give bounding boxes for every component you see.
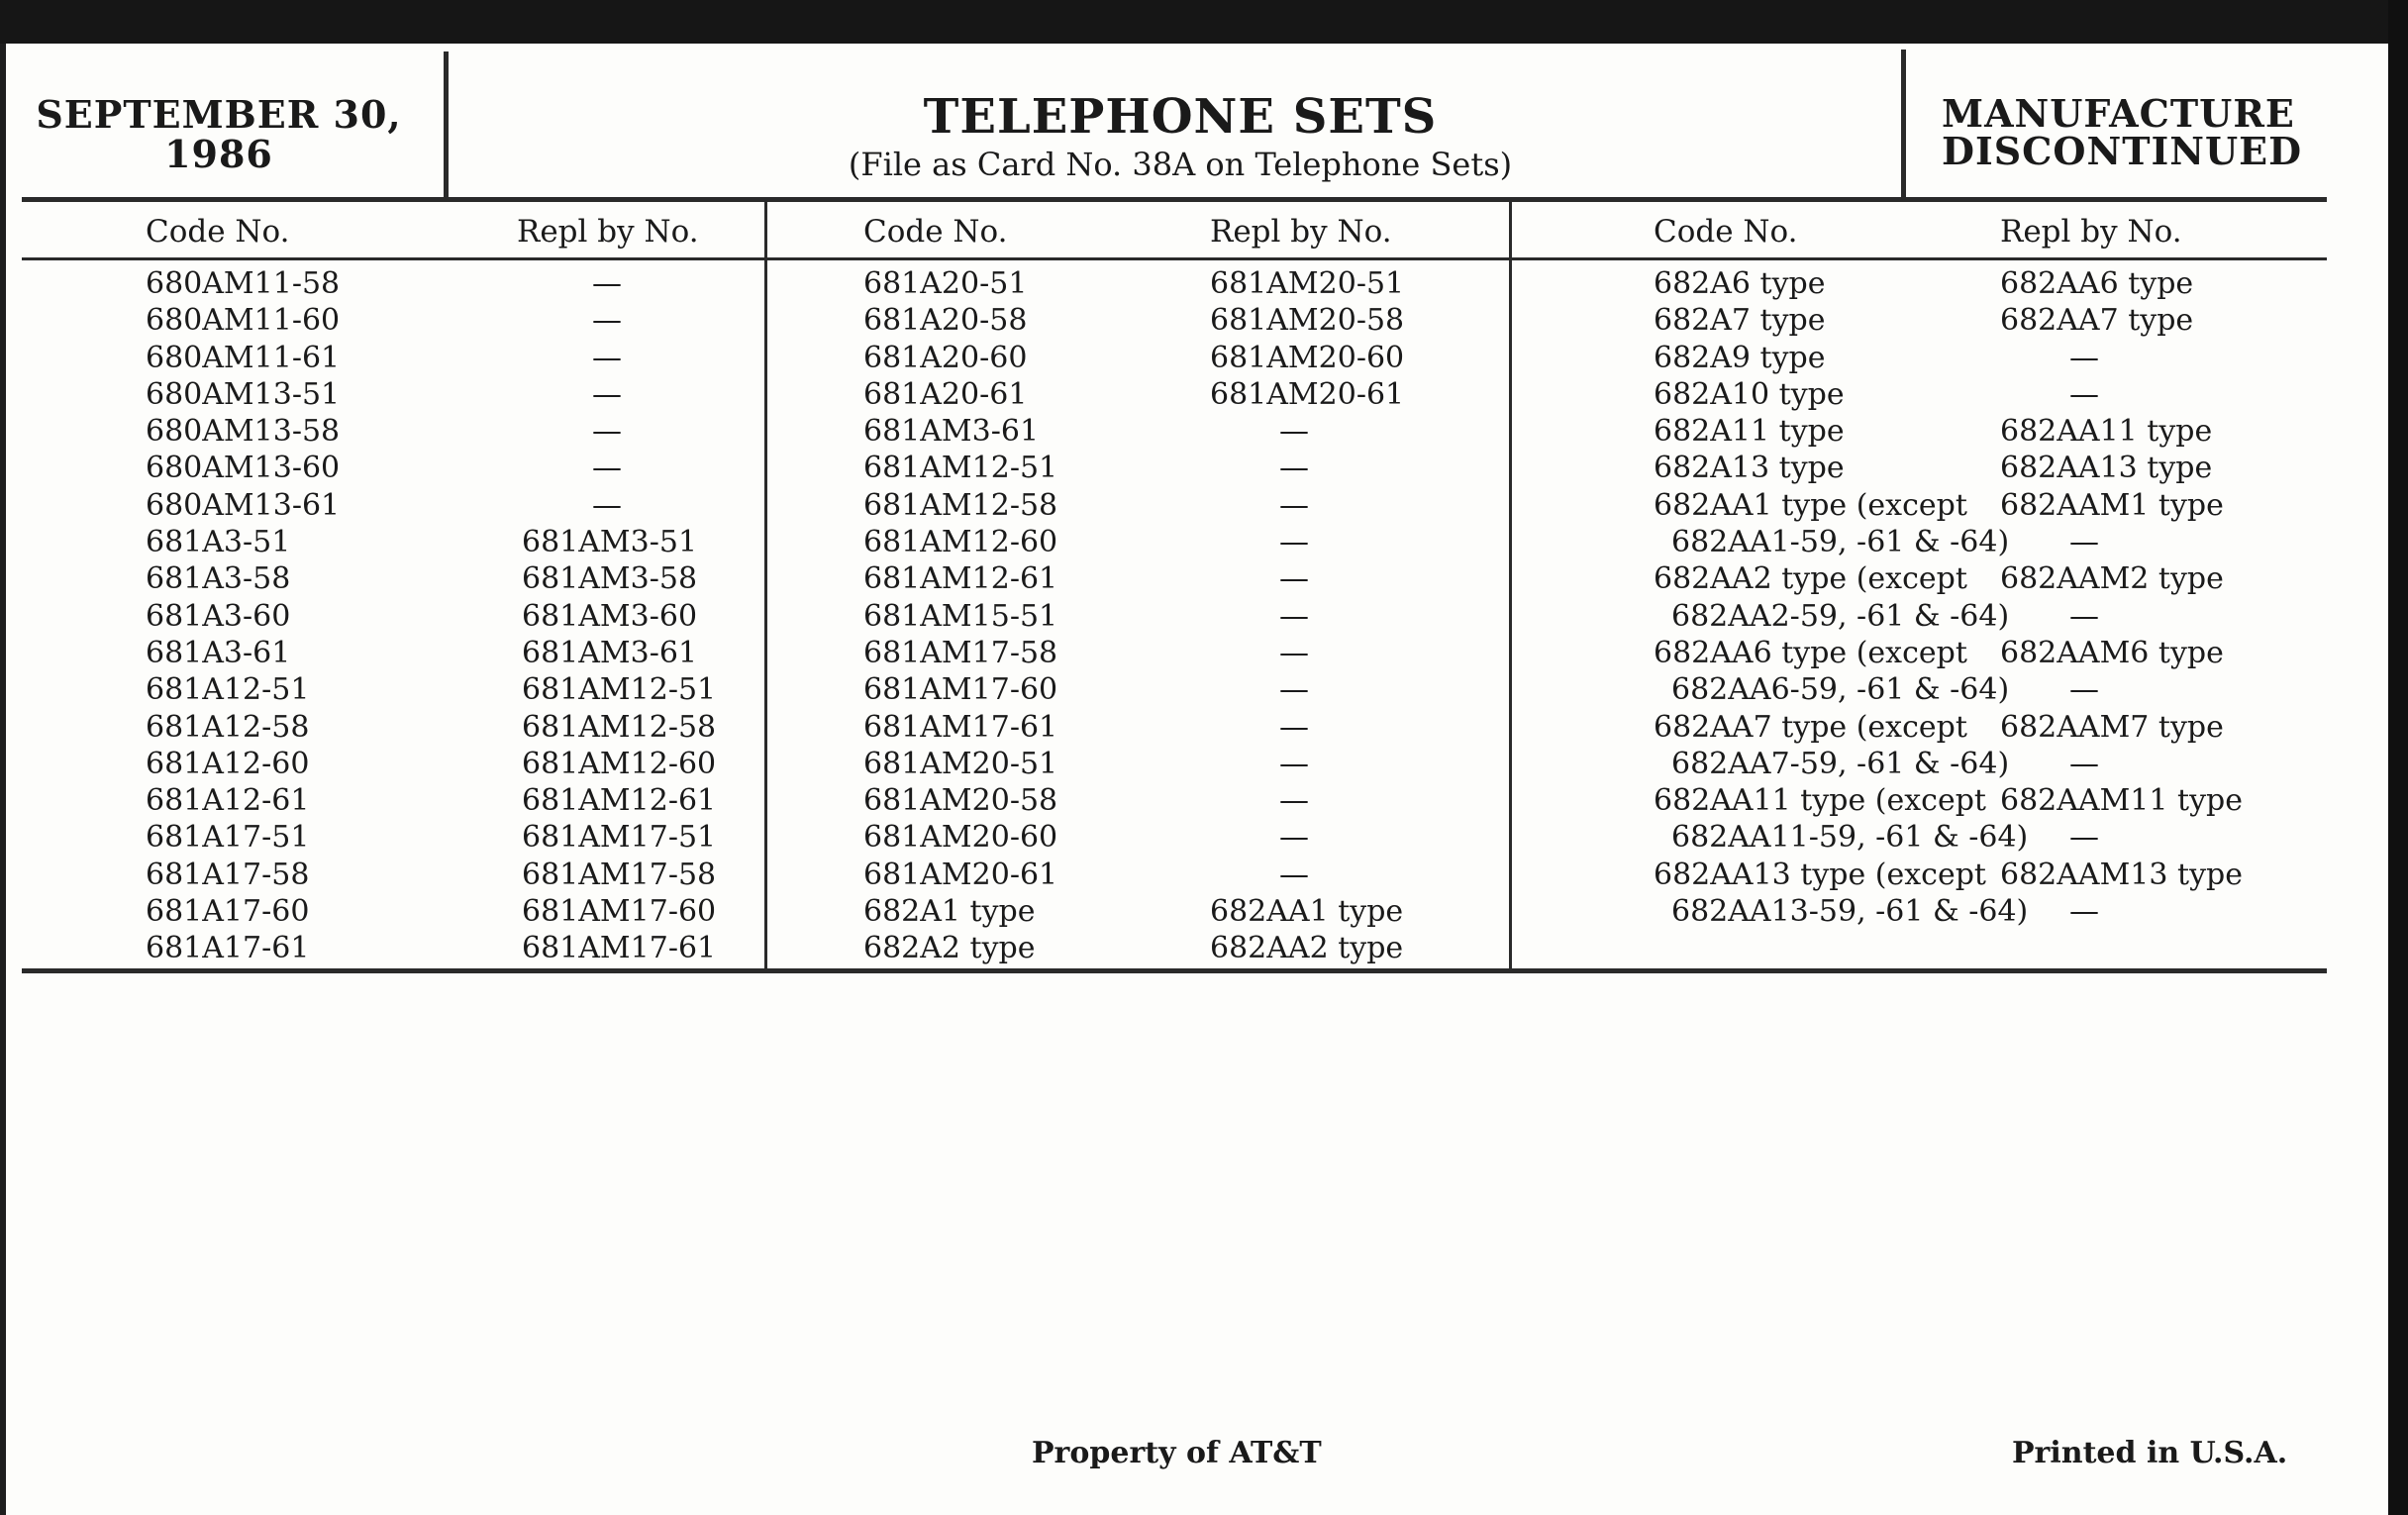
replacement-number: 682AA7 type	[2000, 303, 2194, 339]
replacement-number: 681AM20-60	[1210, 340, 1405, 375]
code-number: 681A20-60	[863, 340, 1028, 375]
table-row	[863, 709, 1497, 746]
replacement-number: 681AM20-61	[1210, 376, 1405, 412]
code-number: 682A13 type	[1654, 451, 1845, 486]
code-number: 681A17-61	[146, 931, 310, 966]
code-number: 681AM20-60	[863, 820, 1058, 856]
replacement-number: —	[1279, 414, 1309, 450]
column-3-list	[1654, 265, 2347, 930]
table-row	[146, 413, 740, 450]
replacement-number: —	[592, 266, 622, 301]
replacement-number: —	[2069, 820, 2099, 856]
code-number: 681A12-58	[146, 709, 310, 745]
col3-repl-header: Repl by No.	[2000, 214, 2182, 250]
table-row	[1654, 782, 2347, 819]
header-divider-right	[1901, 50, 1906, 198]
table-row	[1654, 671, 2347, 708]
page-title: TELEPHONE SETS	[923, 89, 1438, 145]
issue-date-line2: 1986	[164, 132, 273, 176]
status-line1: MANUFACTURE	[1942, 91, 2295, 136]
table-row	[146, 819, 740, 856]
replacement-number: —	[1279, 820, 1309, 856]
table-row	[146, 893, 740, 930]
table-row	[146, 857, 740, 893]
table-row	[863, 487, 1497, 524]
replacement-number: —	[1279, 525, 1309, 560]
code-number: 681AM15-51	[863, 598, 1058, 634]
code-number: 680AM11-58	[146, 266, 341, 301]
replacement-number: —	[2069, 746, 2099, 781]
replacement-number: —	[592, 451, 622, 486]
table-row	[1654, 487, 2347, 524]
col2-code-header: Code No.	[863, 214, 1008, 250]
code-number: 681AM17-58	[863, 635, 1058, 670]
replacement-number: 681AM17-58	[522, 857, 717, 892]
table-row	[1654, 376, 2347, 413]
header-divider-left	[444, 51, 449, 198]
code-number: 680AM13-60	[146, 451, 341, 486]
page-subtitle: (File as Card No. 38A on Telephone Sets)	[848, 146, 1513, 183]
code-number: 682AA13 type (except	[1654, 857, 1986, 892]
column-1-list	[146, 265, 740, 967]
replacement-number: 682AA6 type	[2000, 266, 2194, 301]
replacement-number: 681AM12-61	[522, 783, 717, 819]
replacement-number: 682AA2 type	[1210, 931, 1404, 966]
column-2-list	[863, 265, 1497, 967]
code-number: 681AM20-61	[863, 857, 1058, 892]
code-number: 681A12-61	[146, 783, 310, 819]
code-number: 681AM20-58	[863, 783, 1058, 819]
replacement-number: 682AAM11 type	[2000, 783, 2243, 819]
replacement-number: 681AM12-60	[522, 746, 717, 781]
replacement-number: —	[2069, 894, 2099, 930]
table-row	[863, 782, 1497, 819]
code-number: 682AA7 type (except	[1654, 709, 1967, 745]
code-number: 681A20-51	[863, 266, 1028, 301]
replacement-number: —	[592, 303, 622, 339]
column-divider-2	[1509, 200, 1512, 970]
table-row	[1654, 265, 2347, 302]
table-row	[863, 635, 1497, 671]
replacement-number: 682AAM6 type	[2000, 635, 2224, 670]
table-row	[146, 782, 740, 819]
replacement-number: —	[592, 340, 622, 375]
code-number: 681AM12-58	[863, 487, 1058, 523]
table-row	[146, 930, 740, 966]
replacement-number: —	[592, 376, 622, 412]
table-row	[146, 709, 740, 746]
code-number: 681AM17-60	[863, 672, 1058, 708]
replacement-number: —	[2069, 672, 2099, 708]
code-number: 682A2 type	[863, 931, 1036, 966]
table-row	[863, 524, 1497, 560]
table-row	[863, 265, 1497, 302]
col3-code-header: Code No.	[1654, 214, 1798, 250]
code-number: 682AA1 type (except	[1654, 487, 1967, 523]
column-divider-1	[764, 200, 767, 970]
catalog-card	[6, 44, 2388, 1515]
replacement-number: —	[1279, 635, 1309, 670]
replacement-number: —	[1279, 598, 1309, 634]
code-number: 681A3-61	[146, 635, 291, 670]
table-row	[146, 265, 740, 302]
replacement-number: —	[592, 487, 622, 523]
replacement-number: 682AAM7 type	[2000, 709, 2224, 745]
table-row	[146, 340, 740, 376]
code-number: 682A11 type	[1654, 414, 1845, 450]
table-row	[863, 930, 1497, 966]
code-number: 682A6 type	[1654, 266, 1826, 301]
code-number: 680AM13-51	[146, 376, 341, 412]
table-row	[863, 302, 1497, 339]
replacement-number: —	[1279, 672, 1309, 708]
replacement-number: 681AM3-58	[522, 561, 698, 597]
code-number: 682AA11 type (except	[1654, 783, 1986, 819]
code-number: 681AM3-61	[863, 414, 1040, 450]
replacement-number: 681AM12-58	[522, 709, 717, 745]
code-number: 681A17-58	[146, 857, 310, 892]
table-bottom-rule	[22, 968, 2327, 973]
table-row	[863, 598, 1497, 635]
table-row	[146, 746, 740, 782]
replacement-number: 681AM20-51	[1210, 266, 1405, 301]
replacement-number: 682AAM13 type	[2000, 857, 2243, 892]
replacement-number: 681AM17-51	[522, 820, 717, 856]
code-number: 682AA7-59, -61 & -64)	[1671, 746, 2010, 781]
table-row	[1654, 635, 2347, 671]
issue-date-line1: SEPTEMBER 30,	[36, 92, 402, 137]
code-number: 682AA13-59, -61 & -64)	[1671, 894, 2029, 930]
code-number: 682A1 type	[863, 894, 1036, 930]
scan-right-edge	[2388, 0, 2408, 1515]
code-number: 682A7 type	[1654, 303, 1826, 339]
code-number: 680AM13-61	[146, 487, 341, 523]
code-number: 681A3-51	[146, 525, 291, 560]
code-number: 680AM11-60	[146, 303, 341, 339]
code-number: 681A3-58	[146, 561, 291, 597]
scan-top-edge	[0, 0, 2408, 44]
code-number: 681A20-61	[863, 376, 1028, 412]
page-title-block	[457, 89, 1903, 184]
table-row	[1654, 819, 2347, 856]
code-number: 682AA6-59, -61 & -64)	[1671, 672, 2010, 708]
table-row	[863, 819, 1497, 856]
code-number: 681AM17-61	[863, 709, 1058, 745]
table-row	[863, 450, 1497, 486]
table-row	[863, 671, 1497, 708]
replacement-number: —	[2069, 376, 2099, 412]
code-number: 681A20-58	[863, 303, 1028, 339]
code-number: 682AA11-59, -61 & -64)	[1671, 820, 2029, 856]
replacement-number: —	[2069, 598, 2099, 634]
table-row	[1654, 857, 2347, 893]
table-row	[863, 413, 1497, 450]
property-notice: Property of AT&T	[1032, 1436, 1322, 1470]
replacement-number: 682AAM2 type	[2000, 561, 2224, 597]
replacement-number: 682AA1 type	[1210, 894, 1404, 930]
code-number: 681AM20-51	[863, 746, 1058, 781]
replacement-number: 682AA11 type	[2000, 414, 2213, 450]
code-number: 681A12-51	[146, 672, 310, 708]
table-row	[863, 746, 1497, 782]
replacement-number: 681AM17-60	[522, 894, 717, 930]
replacement-number: 681AM17-61	[522, 931, 717, 966]
col1-repl-header: Repl by No.	[517, 214, 699, 250]
table-row	[863, 340, 1497, 376]
status-block	[1942, 91, 2367, 173]
table-row	[146, 450, 740, 486]
replacement-number: —	[1279, 561, 1309, 597]
replacement-number: —	[2069, 340, 2099, 375]
table-row	[1654, 598, 2347, 635]
table-row	[863, 560, 1497, 597]
code-number: 681AM12-60	[863, 525, 1058, 560]
col1-code-header: Code No.	[146, 214, 290, 250]
code-number: 681A12-60	[146, 746, 310, 781]
printed-notice: Printed in U.S.A.	[2012, 1436, 2288, 1470]
code-number: 681A17-60	[146, 894, 310, 930]
replacement-number: 681AM3-60	[522, 598, 698, 634]
table-row	[1654, 709, 2347, 746]
replacement-number: —	[2069, 525, 2099, 560]
code-number: 682A9 type	[1654, 340, 1826, 375]
replacement-number: 682AAM1 type	[2000, 487, 2224, 523]
table-row	[1654, 560, 2347, 597]
replacement-number: —	[1279, 451, 1309, 486]
replacement-number: 681AM12-51	[522, 672, 717, 708]
table-row	[146, 671, 740, 708]
table-row	[146, 302, 740, 339]
table-row	[146, 598, 740, 635]
code-number: 681A17-51	[146, 820, 310, 856]
code-number: 680AM13-58	[146, 414, 341, 450]
table-row	[863, 376, 1497, 413]
replacement-number: 681AM20-58	[1210, 303, 1405, 339]
table-row	[1654, 302, 2347, 339]
code-number: 681A3-60	[146, 598, 291, 634]
table-row	[1654, 893, 2347, 930]
issue-date	[26, 92, 412, 176]
code-number: 682AA2-59, -61 & -64)	[1671, 598, 2010, 634]
table-row	[1654, 450, 2347, 486]
replacement-number: —	[1279, 746, 1309, 781]
code-number: 682A10 type	[1654, 376, 1845, 412]
replacement-number: —	[1279, 783, 1309, 819]
header-bottom-rule	[22, 197, 2327, 202]
replacement-number: —	[1279, 487, 1309, 523]
code-number: 680AM11-61	[146, 340, 341, 375]
replacement-number: 681AM3-61	[522, 635, 698, 670]
code-number: 682AA2 type (except	[1654, 561, 1967, 597]
table-row	[1654, 524, 2347, 560]
table-row	[146, 376, 740, 413]
table-row	[1654, 413, 2347, 450]
replacement-number: —	[592, 414, 622, 450]
replacement-number: —	[1279, 857, 1309, 892]
table-row	[146, 524, 740, 560]
table-row	[146, 487, 740, 524]
replacement-number: 681AM3-51	[522, 525, 698, 560]
column-header-rule	[22, 257, 2327, 260]
replacement-number: —	[1279, 709, 1309, 745]
replacement-number: 682AA13 type	[2000, 451, 2213, 486]
code-number: 681AM12-61	[863, 561, 1058, 597]
code-number: 682AA1-59, -61 & -64)	[1671, 525, 2010, 560]
col2-repl-header: Repl by No.	[1210, 214, 1392, 250]
table-row	[1654, 746, 2347, 782]
table-row	[1654, 340, 2347, 376]
status-line2: DISCONTINUED	[1942, 129, 2303, 173]
code-number: 681AM12-51	[863, 451, 1058, 486]
code-number: 682AA6 type (except	[1654, 635, 1967, 670]
table-row	[863, 893, 1497, 930]
table-row	[146, 635, 740, 671]
table-row	[863, 857, 1497, 893]
table-row	[146, 560, 740, 597]
